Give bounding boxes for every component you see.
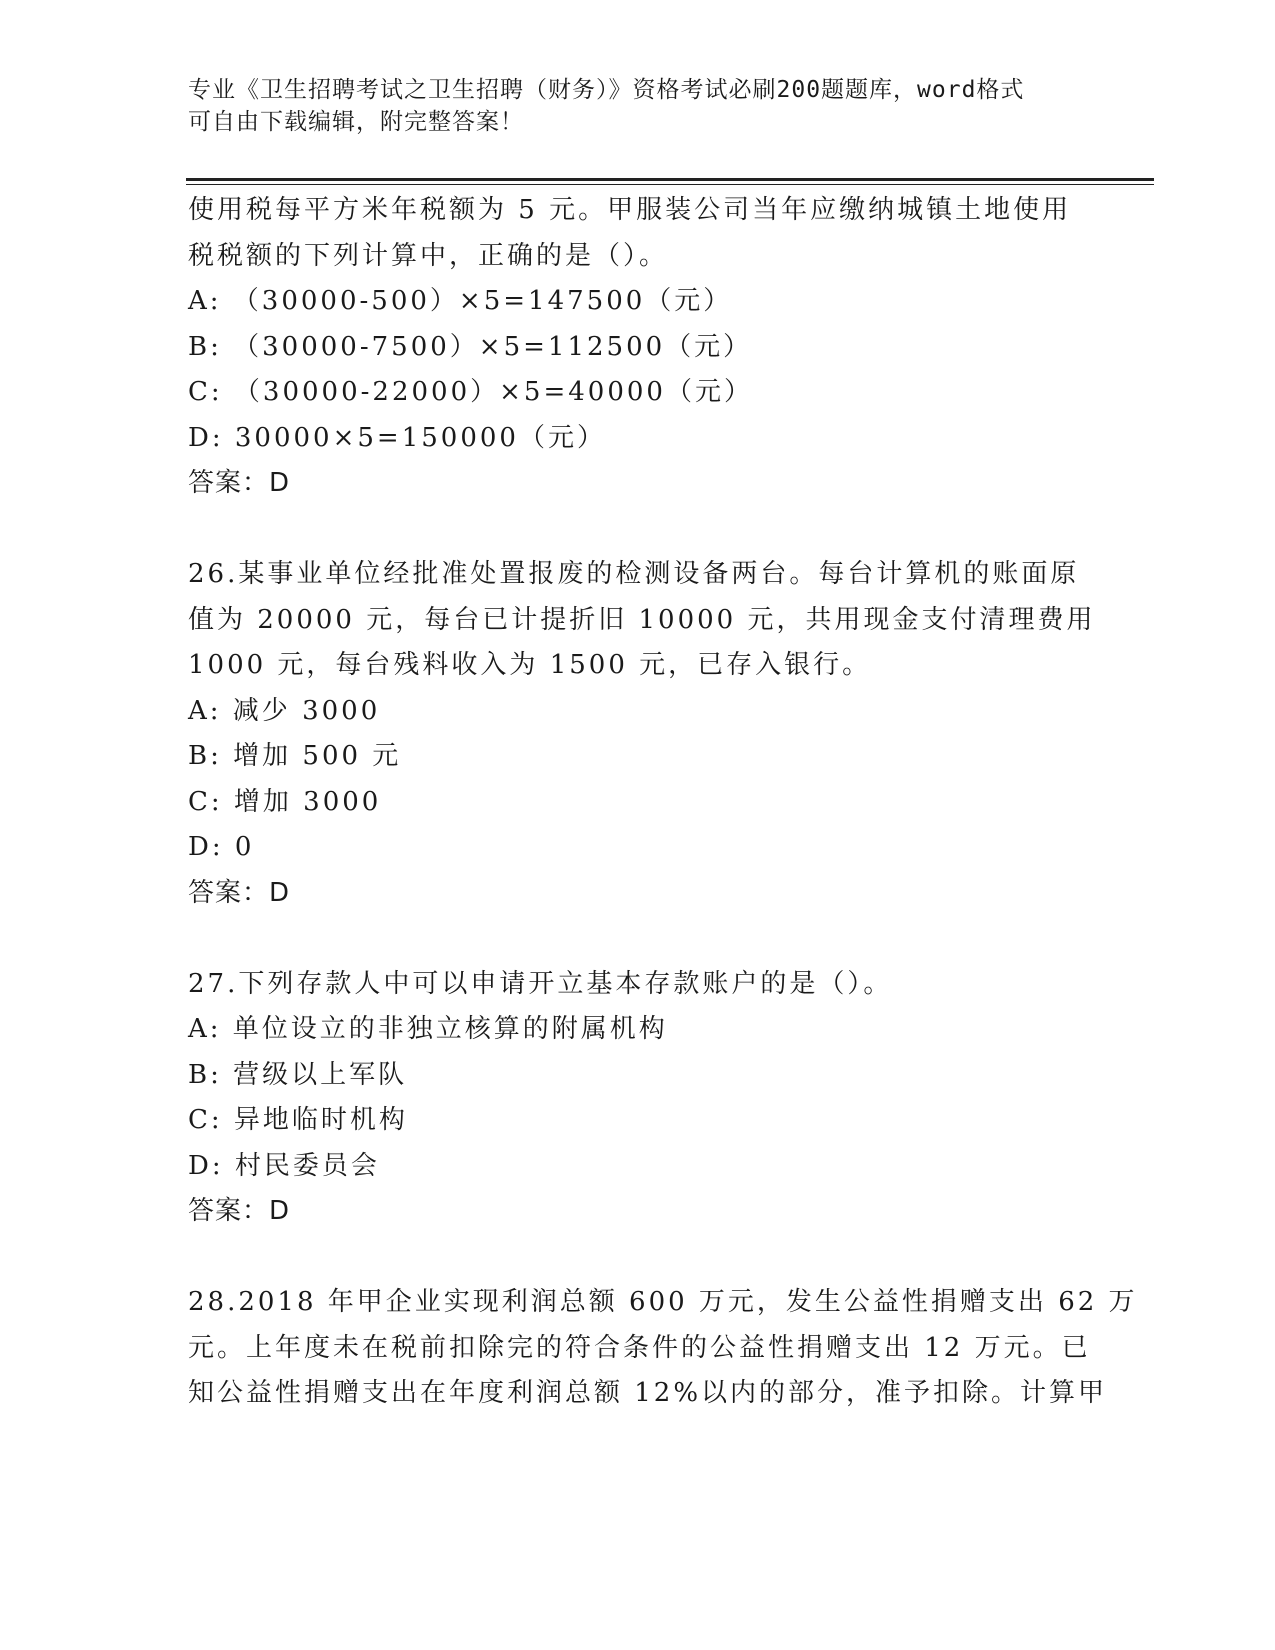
question-26 <box>188 552 1096 916</box>
question-stem-line: 26.某事业单位经批准处置报废的检测设备两台。每台计算机的账面原 <box>188 559 1080 589</box>
header-title-line-1: 专业《卫生招聘考试之卫生招聘（财务）》资格考试必刷200题题库，word格式 <box>188 77 1025 103</box>
question-stem-line: 27.下列存款人中可以申请开立基本存款账户的是（）。 <box>188 968 893 999</box>
question-25 <box>188 188 1088 507</box>
question-27 <box>188 962 1088 1235</box>
answer-line: 答案：D <box>188 877 291 908</box>
option-a: A: （30000-500）×5=147500（元） <box>188 286 733 316</box>
question-28 <box>188 1280 1138 1417</box>
option-b: B: （30000-7500）×5=112500（元） <box>188 331 753 362</box>
option-b: B: 营级以上军队 <box>188 1059 408 1090</box>
option-b: B: 增加 500 元 <box>188 741 402 771</box>
spacer <box>188 916 1088 962</box>
document-header <box>188 74 1088 138</box>
spacer <box>188 1235 1088 1281</box>
header-divider-thin <box>186 184 1154 185</box>
option-d: D: 村民委员会 <box>188 1150 380 1181</box>
question-stem-line: 使用税每平方米年税额为 5 元。甲服装公司当年应缴纳城镇土地使用 <box>188 195 1072 225</box>
question-stem-line: 值为 20000 元，每台已计提折旧 10000 元，共用现金支付清理费用 <box>188 604 1096 635</box>
option-c: C: 异地临时机构 <box>188 1105 408 1135</box>
answer-line: 答案：D <box>188 1196 291 1226</box>
option-a: A: 减少 3000 <box>188 695 381 726</box>
question-stem-line: 1000 元，每台残料收入为 1500 元，已存入银行。 <box>188 650 872 680</box>
question-stem-line: 元。上年度未在税前扣除完的符合条件的公益性捐赠支出 12 万元。已 <box>188 1332 1091 1363</box>
option-d: D: 0 <box>188 832 255 862</box>
question-stem-line: 税税额的下列计算中，正确的是（）。 <box>188 240 669 271</box>
header-divider-thick <box>186 178 1154 181</box>
option-d: D: 30000×5=150000（元） <box>188 422 606 453</box>
header-title-line-2: 可自由下载编辑，附完整答案！ <box>188 109 524 135</box>
question-stem-line: 知公益性捐赠支出在年度利润总额 12%以内的部分，准予扣除。计算甲 <box>188 1378 1108 1408</box>
question-stem-line: 28.2018 年甲企业实现利润总额 600 万元，发生公益性捐赠支出 62 万 <box>188 1287 1138 1317</box>
document-body <box>188 188 1138 1417</box>
spacer <box>188 507 1088 553</box>
option-c: C: （30000-22000）×5=40000（元） <box>188 377 753 407</box>
option-a: A: 单位设立的非独立核算的附属机构 <box>188 1014 668 1044</box>
option-c: C: 增加 3000 <box>188 786 382 817</box>
answer-line: 答案：D <box>188 468 291 498</box>
